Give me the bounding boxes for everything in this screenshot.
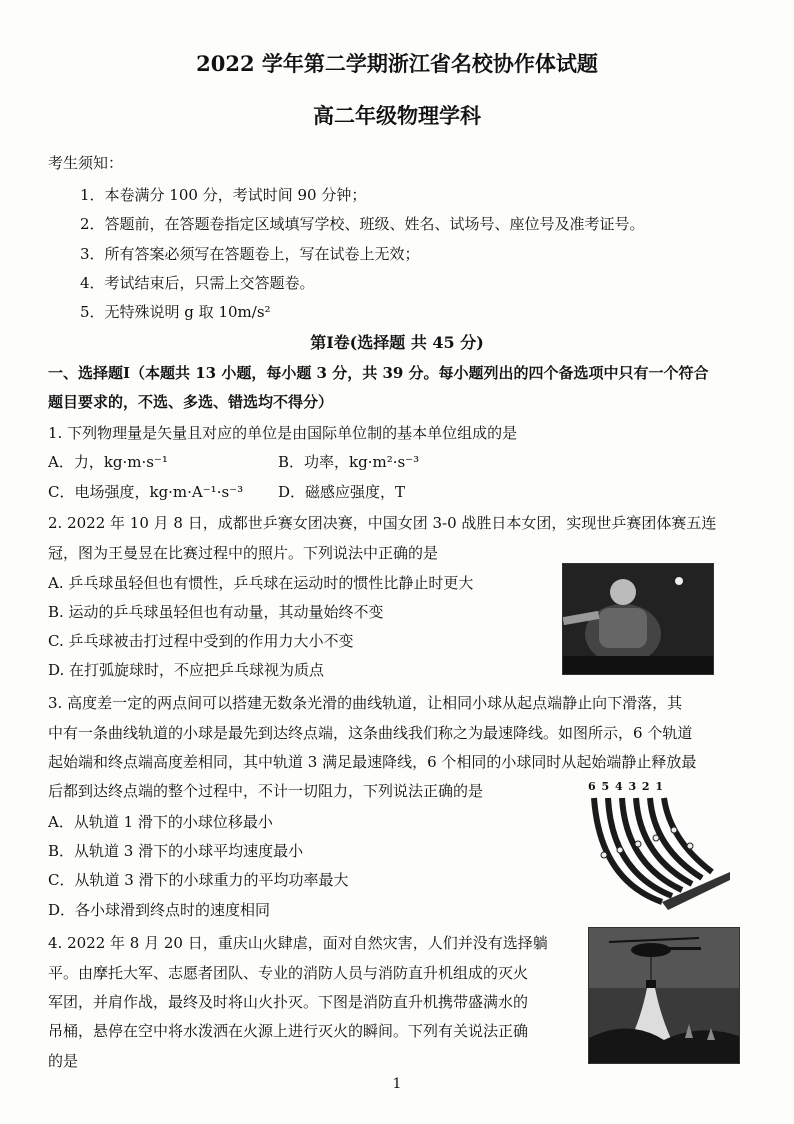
question-3-stem: 3. 高度差一定的两点间可以搭建无数条光滑的曲线轨道，让相同小球从起点端静止向下滑落，其	[48, 694, 683, 712]
table-tennis-photo	[562, 563, 714, 675]
question-2-stem: 2. 2022 年 10 月 8 日，成都世乒赛女团决赛，中国女团 3-0 战胜日本女团，实现世乒赛团体赛五连	[48, 514, 717, 532]
option-a: A. 乒乓球虽轻但也有惯性，乒乓球在运动时的惯性比静止时更大	[48, 574, 474, 592]
notice-item: 4．考试结束后，只需上交答题卷。	[80, 274, 315, 292]
question-4-stem: 的是	[48, 1052, 79, 1070]
notice-item: 5．无特殊说明 g 取 10m/s²	[80, 303, 271, 321]
track-labels: 6 5 4 3 2 1	[588, 780, 665, 793]
part-instructions: 题目要求的，不选、多选、错选均不得分）	[48, 393, 334, 411]
question-3-stem: 起始端和终点端高度差相同，其中轨道 3 满足最速降线，6 个相同的小球同时从起始端静止释放最	[48, 753, 697, 771]
notice-item: 3．所有答案必须写在答题卷上，写在试卷上无效；	[80, 245, 420, 263]
notice-heading: 考生须知：	[48, 154, 124, 172]
question-1-stem: 1. 下列物理量是矢量且对应的单位是由国际单位制的基本单位组成的是	[48, 424, 518, 442]
question-4-stem: 吊桶，悬停在空中将水泼洒在火源上进行灭火的瞬间。下列有关说法正确	[48, 1022, 529, 1040]
option-d: D．各小球滑到终点时的速度相同	[48, 901, 271, 919]
firefighting-helicopter-photo	[588, 927, 740, 1064]
notice-item: 1．本卷满分 100 分，考试时间 90 分钟；	[80, 186, 367, 204]
part-instructions: 一、选择题Ⅰ（本题共 13 小题，每小题 3 分，共 39 分。每小题列出的四个备选项中只有一个符合	[48, 364, 709, 382]
option-c: C. 乒乓球被击打过程中受到的作用力大小不变	[48, 632, 354, 650]
option-b: B. 运动的乒乓球虽轻但也有动量，其动量始终不变	[48, 603, 384, 621]
question-3-stem: 中有一条曲线轨道的小球是最先到达终点端，这条曲线我们称之为最速降线。如图所示，6 个轨道	[48, 724, 693, 742]
option-a: A．力，kg·m·s⁻¹	[48, 453, 168, 471]
page-number: 1	[392, 1076, 402, 1092]
question-4-stem: 平。由摩托大军、志愿者团队、专业的消防人员与消防直升机组成的灭火	[48, 964, 529, 982]
brachistochrone-tracks-figure	[582, 780, 732, 915]
option-a: A．从轨道 1 滑下的小球位移最小	[48, 813, 273, 831]
exam-subtitle: 高二年级物理学科	[313, 103, 481, 128]
exam-title: 2022 学年第二学期浙江省名校协作体试题	[196, 51, 598, 76]
question-3-stem: 后都到达终点端的整个过程中，不计一切阻力，下列说法正确的是	[48, 782, 484, 800]
option-b: B．功率，kg·m²·s⁻³	[278, 453, 420, 471]
option-d: D．磁感应强度，T	[278, 483, 406, 501]
question-4-stem: 军团，并肩作战，最终及时将山火扑灭。下图是消防直升机携带盛满水的	[48, 993, 529, 1011]
option-b: B．从轨道 3 滑下的小球平均速度最小	[48, 842, 304, 860]
notice-item: 2．答题前，在答题卷指定区域填写学校、班级、姓名、试场号、座位号及准考证号。	[80, 215, 645, 233]
option-d: D. 在打弧旋球时，不应把乒乓球视为质点	[48, 661, 325, 679]
option-c: C．电场强度，kg·m·A⁻¹·s⁻³	[48, 483, 244, 501]
question-4-stem: 4. 2022 年 8 月 20 日，重庆山火肆虐，面对自然灾害，人们并没有选择躺	[48, 934, 548, 952]
option-c: C．从轨道 3 滑下的小球重力的平均功率最大	[48, 871, 349, 889]
question-2-stem: 冠，图为王曼昱在比赛过程中的照片。下列说法中正确的是	[48, 544, 439, 562]
section-title: 第Ⅰ卷(选择题 共 45 分)	[310, 333, 484, 352]
